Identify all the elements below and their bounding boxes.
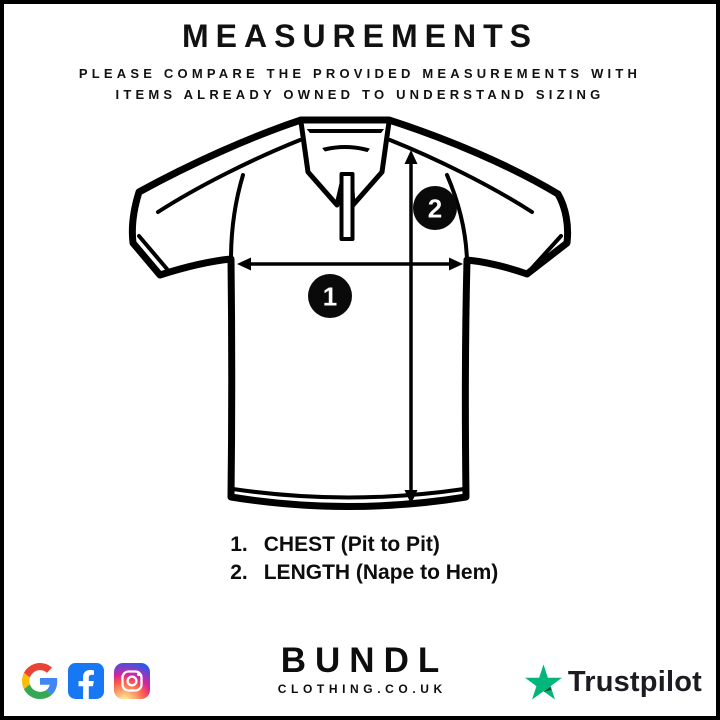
badge-chest bbox=[308, 274, 352, 318]
brand-domain: CLOTHING.CO.UK bbox=[277, 682, 447, 696]
header bbox=[0, 18, 720, 105]
subtitle-line-2: ITEMS ALREADY OWNED TO UNDERSTAND SIZING bbox=[115, 87, 605, 102]
legend-label: CHEST (Pit to Pit) bbox=[263, 533, 440, 556]
brand-name: BUNDL bbox=[280, 641, 449, 680]
badge-length-number: 2 bbox=[427, 193, 443, 224]
badge-length bbox=[413, 186, 457, 230]
measurement-legend bbox=[0, 531, 720, 587]
legend-item-chest bbox=[222, 531, 499, 559]
subtitle-line-1: PLEASE COMPARE THE PROVIDED MEASUREMENTS WITH bbox=[78, 66, 642, 81]
legend-number: 1. bbox=[230, 533, 248, 556]
trustpilot-logo[interactable] bbox=[525, 664, 702, 700]
badge-chest-number: 1 bbox=[322, 281, 338, 312]
trustpilot-star-icon bbox=[525, 664, 562, 700]
legend-number: 2. bbox=[230, 561, 248, 584]
legend-item-length bbox=[222, 559, 499, 587]
trustpilot-label: Trustpilot bbox=[567, 665, 702, 698]
page-title: MEASUREMENTS bbox=[181, 18, 538, 54]
polo-shirt-drawing bbox=[132, 120, 567, 507]
subtitle bbox=[0, 63, 720, 105]
legend-label: LENGTH (Nape to Hem) bbox=[263, 561, 499, 584]
